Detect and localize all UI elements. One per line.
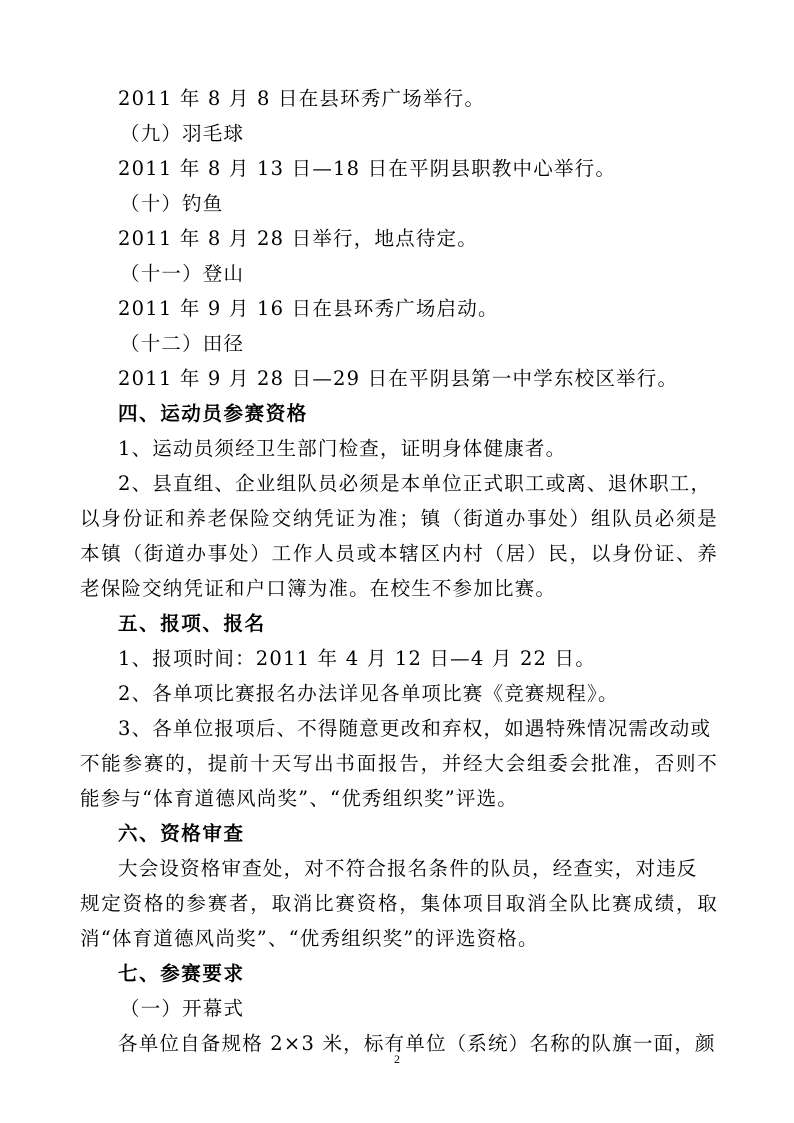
- text-line: 2011 年 9 月 28 日—29 日在平阴县第一中学东校区举行。: [118, 367, 679, 390]
- text-line: 2011 年 9 月 16 日在县环秀广场启动。: [118, 297, 499, 320]
- subheading: （一）开幕式: [120, 997, 245, 1020]
- text-line: 1、报项时间：2011 年 4 月 12 日—4 月 22 日。: [118, 647, 596, 670]
- text-line: 以身份证和养老保险交纳凭证为准；镇（街道办事处）组队员必须是: [80, 507, 718, 530]
- subheading: （十）钓鱼: [120, 192, 224, 215]
- text-line: 能参与“体育道德风尚奖”、“优秀组织奖”评选。: [80, 787, 518, 810]
- text-line: 老保险交纳凭证和户口簿为准。在校生不参加比赛。: [80, 577, 557, 600]
- subheading: （九）羽毛球: [120, 122, 245, 145]
- text-line: 不能参赛的，提前十天写出书面报告，并经大会组委会批准，否则不: [80, 752, 718, 775]
- text-line: 2011 年 8 月 13 日—18 日在平阴县职教中心举行。: [118, 157, 617, 180]
- page-number: 2: [394, 1052, 400, 1066]
- text-line: 消“体育道德风尚奖”、“优秀组织奖”的评选资格。: [80, 927, 539, 950]
- text-line: 大会设资格审查处，对不符合报名条件的队员，经查实，对违反: [118, 857, 698, 880]
- text-line: 3、各单位报项后、不得随意更改和弃权，如遇特殊情况需改动或: [118, 717, 712, 740]
- section-heading: 六、资格审查: [118, 822, 245, 845]
- section-heading: 四、运动员参赛资格: [118, 402, 308, 425]
- section-heading: 五、报项、报名: [118, 612, 266, 635]
- text-line: 2011 年 8 月 28 日举行，地点待定。: [118, 227, 478, 250]
- text-line: 本镇（街道办事处）工作人员或本辖区内村（居）民，以身份证、养: [80, 542, 718, 565]
- text-line: 1、运动员须经卫生部门检查，证明身体健康者。: [118, 437, 567, 460]
- text-line: 2011 年 8 月 8 日在县环秀广场举行。: [118, 87, 486, 110]
- subheading: （十二）田径: [120, 332, 245, 355]
- text-line: 各单位自备规格 2×3 米，标有单位（系统）名称的队旗一面，颜: [118, 1032, 716, 1055]
- text-line: 规定资格的参赛者，取消比赛资格，集体项目取消全队比赛成绩，取: [80, 892, 718, 915]
- section-heading: 七、参赛要求: [118, 962, 245, 985]
- text-line: 2、各单项比赛报名办法详见各单项比赛《竞赛规程》。: [118, 682, 619, 705]
- text-line: 2、县直组、企业组队员必须是本单位正式职工或离、退休职工，: [118, 472, 712, 495]
- subheading: （十一）登山: [120, 262, 245, 285]
